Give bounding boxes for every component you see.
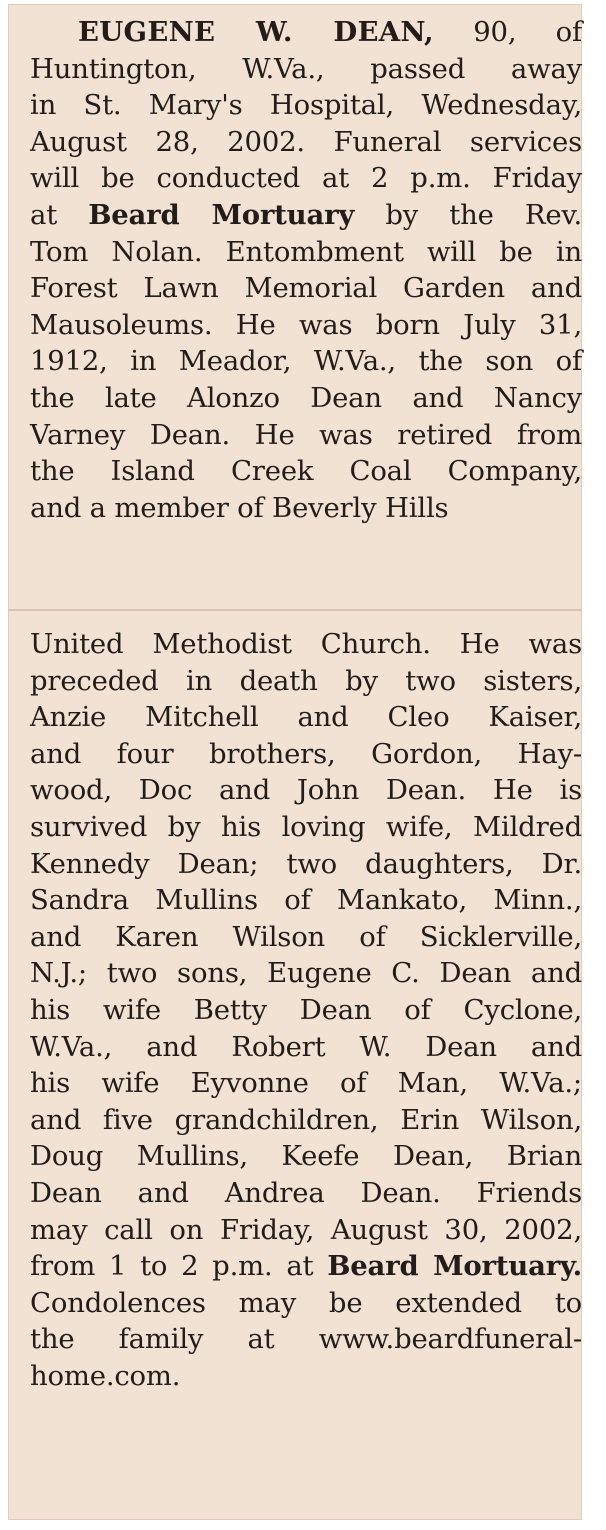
line-text: his wife Eyvonne of Man, W.Va.; (30, 1067, 582, 1100)
obituary-line (30, 772, 582, 809)
obituary-line (30, 14, 582, 51)
obituary-line (30, 1358, 582, 1395)
bold-text: EUGENE W. DEAN, (78, 16, 434, 48)
line-text: Condolences may be extended to (30, 1286, 582, 1319)
obituary-line (30, 160, 582, 197)
obituary-line (30, 197, 582, 234)
clipping-seam (8, 609, 582, 611)
line-text: the Island Creek Coal Company, (30, 455, 582, 488)
line-text: the late Alonzo Dean and Nancy (30, 381, 582, 414)
obituary-line (30, 992, 582, 1029)
obituary-line (30, 1248, 582, 1285)
line-text: and four brothers, Gordon, Hay- (30, 737, 582, 770)
line-text: preceded in death by two sisters, (30, 664, 582, 697)
line-text: may call on Friday, August 30, 2002, (30, 1213, 582, 1246)
obituary-line (30, 1102, 582, 1139)
line-text: 1912, in Meador, W.Va., the son of (30, 345, 582, 378)
obituary-line (30, 234, 582, 271)
line-text: survived by his loving wife, Mildred (30, 810, 582, 843)
obituary-line (30, 380, 582, 417)
line-text: Varney Dean. He was retired from (30, 418, 582, 451)
obituary-line (30, 1285, 582, 1322)
obituary-line (30, 307, 582, 344)
line-text: N.J.; two sons, Eugene C. Dean and (30, 957, 582, 990)
obituary-line (30, 846, 582, 883)
line-text: Kennedy Dean; two daughters, Dr. (30, 847, 582, 880)
line-text: Dean and Andrea Dean. Friends (30, 1176, 582, 1209)
line-text: Mausoleums. He was born July 31, (30, 308, 582, 341)
line-text: his wife Betty Dean of Cyclone, (30, 993, 582, 1026)
obituary-line (30, 663, 582, 700)
obituary-line (30, 51, 582, 88)
line-text: Huntington, W.Va., passed away (30, 52, 582, 85)
line-text: 90, of (433, 16, 582, 48)
obituary-line (30, 1321, 582, 1358)
line-text: home.com. (30, 1359, 181, 1392)
obituary-line (30, 809, 582, 846)
obituary-line (30, 1029, 582, 1066)
obituary-column-top (30, 14, 582, 526)
line-text: the family at www.beardfuneral- (30, 1323, 582, 1356)
line-text: W.Va., and Robert W. Dean and (30, 1030, 582, 1063)
line-text: Anzie Mitchell and Cleo Kaiser, (30, 701, 582, 734)
obituary-line (30, 343, 582, 380)
line-text: in St. Mary's Hospital, Wednesday, (30, 89, 582, 122)
line-text: Doug Mullins, Keefe Dean, Brian (30, 1140, 582, 1173)
line-text: at (30, 198, 89, 231)
line-text: August 28, 2002. Funeral services (30, 125, 582, 158)
obituary-line (30, 417, 582, 454)
line-text: Sandra Mullins of Mankato, Minn., (30, 884, 582, 917)
obituary-line (30, 87, 582, 124)
obituary-line (30, 124, 582, 161)
bold-text: Beard Mortuary. (327, 1250, 582, 1283)
obituary-line (30, 490, 582, 527)
obituary-line (30, 736, 582, 773)
line-text: by the Rev. (354, 198, 583, 231)
obituary-line (30, 1212, 582, 1249)
line-text: United Methodist Church. He was (30, 628, 582, 660)
line-text: will be conducted at 2 p.m. Friday (30, 162, 582, 195)
obituary-line (30, 270, 582, 307)
line-text: from 1 to 2 p.m. at (30, 1250, 328, 1283)
obituary-column-bottom (30, 626, 582, 1394)
obituary-line (30, 699, 582, 736)
line-text: and a member of Beverly Hills (30, 491, 449, 524)
line-text: and Karen Wilson of Sicklerville, (30, 920, 582, 953)
line-text: and five grandchildren, Erin Wilson, (30, 1103, 582, 1136)
obituary-line (30, 919, 582, 956)
line-text: Tom Nolan. Entombment will be in (30, 235, 582, 268)
line-text: wood, Doc and John Dean. He is (30, 774, 582, 807)
obituary-line (30, 1138, 582, 1175)
obituary-line (30, 1065, 582, 1102)
obituary-line (30, 626, 582, 663)
bold-text: Beard Mortuary (88, 198, 355, 231)
line-text: Forest Lawn Memorial Garden and (30, 272, 582, 305)
obituary-line (30, 955, 582, 992)
obituary-line (30, 882, 582, 919)
obituary-line (30, 453, 582, 490)
obituary-line (30, 1175, 582, 1212)
